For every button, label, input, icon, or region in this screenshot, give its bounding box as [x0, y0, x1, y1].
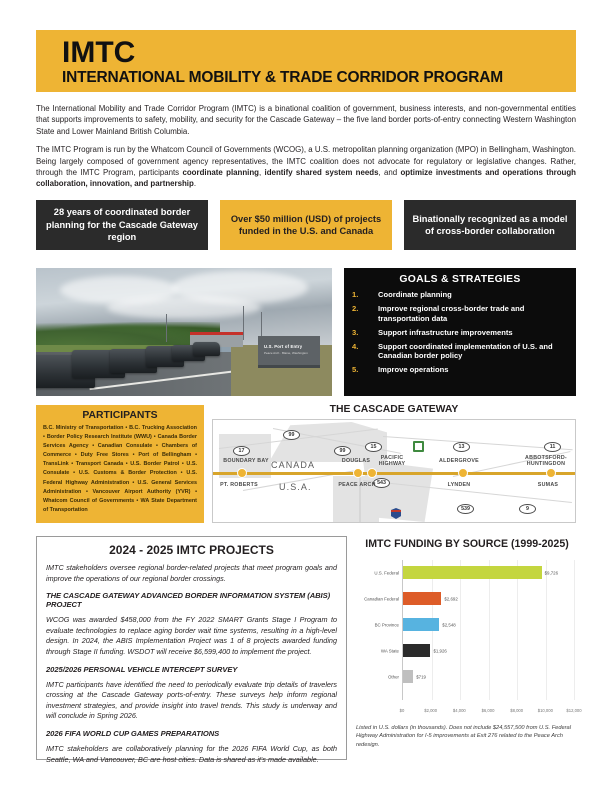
map-label-boundary-bay: BOUNDARY BAY: [223, 458, 269, 464]
intro-p2-part-a: The IMTC Program is run by the Whatcom Council of Governments (WCOG), a U.S. metropolitan planning organization (MPO) in Bellingham, Washington. Being largely composed of government agency representatives, the IMTC coalition does not advocate for regulatory or legislative changes. Rather, through the IMTC Program, participants: [36, 145, 576, 178]
photo-car: [193, 342, 220, 356]
chart-value-label: $9,726: [544, 570, 559, 575]
chart-category-label: WA State: [380, 648, 399, 653]
project-heading-intercept-survey: 2025/2026 PERSONAL VEHICLE INTERCEPT SURVEY: [46, 664, 238, 674]
chart-bar: [403, 618, 439, 631]
participants-title: PARTICIPANTS: [82, 410, 158, 421]
chart-gridline: [517, 560, 518, 700]
chart-x-tick-label: $6,000: [481, 708, 495, 713]
map-label-pt-roberts: PT. ROBERTS: [220, 482, 258, 488]
map-country-canada: CANADA: [271, 460, 316, 470]
highway-shield-icon: 99: [283, 430, 300, 440]
chart-bar: [403, 566, 542, 579]
chart-gridline: [574, 560, 575, 700]
international-border-line: [213, 472, 575, 475]
goals-item: [352, 328, 568, 338]
chart-x-tick-label: $8,000: [510, 708, 524, 713]
intro-bold-3: optimize investments and operations through collaboration, innovation, and partnership: [36, 168, 577, 189]
chart-category-label: BC Province: [374, 622, 399, 627]
chart-footnote: Listed in U.S. dollars (in thousands). Does not include $24,557,500 from U.S. Federal Highway Administration for I-5 improvements at Exit 276 related to the Peace Arch redesign.: [356, 725, 571, 748]
chart-bar: [403, 592, 441, 605]
intro-p2-sep-1: ,: [259, 168, 265, 178]
chart-gridline: [489, 560, 490, 700]
port-of-entry-marker[interactable]: [353, 468, 363, 478]
projects-title: 2024 - 2025 IMTC PROJECTS: [109, 543, 274, 557]
map-label-abbotsford-huntingdon: ABBOTSFORD-HUNTINGDON: [525, 455, 567, 468]
chart-x-tick-label: $0: [399, 708, 405, 713]
chart-bar-row: [388, 670, 427, 683]
chart-bar-row: [364, 592, 458, 605]
projects-panel: [36, 536, 347, 764]
cascade-gateway-map: [212, 419, 576, 523]
chart-category-label: U.S. Federal: [374, 570, 399, 575]
chart-plot-area: [364, 560, 574, 700]
goals-item-number: 4.: [352, 341, 359, 351]
highway-shield-icon: 13: [453, 442, 470, 452]
highway-shield-icon: 17: [233, 446, 250, 456]
map-label-douglas: DOUGLAS: [341, 458, 371, 464]
page-subtitle: INTERNATIONAL MOBILITY & TRADE CORRIDOR PROGRAM: [62, 69, 503, 86]
project-body-intercept-survey: IMTC participants have identified the need to periodically evaluate trip details of travelers crossing at the Cascade Gateway ports-of-entry. These surveys help inform regional investment strategies, and provide insight into travel trends. This study is underway and will conclude in Spring 2026.: [46, 679, 337, 721]
chart-category-label: Other: [388, 674, 399, 679]
border-crossing-photo: [36, 268, 332, 396]
highway-shield-icon: 99: [334, 446, 351, 456]
chart-bar: [403, 670, 413, 683]
intro-paragraph-2: [36, 144, 576, 190]
port-of-entry-marker[interactable]: [367, 468, 377, 478]
stat-box-funding: Over $50 million (USD) of projects funded in the U.S. and Canada: [220, 200, 392, 250]
participants-box: [36, 405, 204, 523]
port-of-entry-marker[interactable]: [237, 468, 247, 478]
chart-bar: [403, 644, 430, 657]
goals-item-number: 1.: [352, 290, 359, 299]
highway-shield-icon: 15: [365, 442, 382, 452]
intro-section: [36, 103, 576, 197]
stat-boxes: [36, 200, 576, 250]
map-label-sumas: SUMAS: [537, 482, 559, 488]
goals-item-label: Coordinate planning: [378, 290, 452, 299]
goals-item-number: 5.: [352, 365, 359, 375]
goals-item: [352, 304, 568, 323]
photo-cloud: [107, 296, 261, 319]
highway-shield-icon: 9: [519, 504, 536, 514]
goals-item-label: Support coordinated implementation of U.S. and Canadian border policy: [378, 341, 553, 361]
chart-x-tick-label: $12,000: [566, 708, 582, 713]
goals-strategies-box: [344, 268, 576, 396]
chart-value-label: $2,692: [444, 596, 458, 601]
projects-intro: IMTC stakeholders oversee regional border-related projects that meet program goals and improve the operations of our regional border crossings.: [46, 563, 337, 583]
participants-list: B.C. Ministry of Transportation • B.C. Trucking Association • Border Policy Research Institute (WWU) • Canada Border Services Agency • Canadian Consulate • Chambers of Commerce • Duty Free Stores • Port of Bellingham • TransLink • Transport Canada • U.S. Border Patrol • U.S. Consulate • U.S. Customs & Border Protection • U.S. Federal Highway Administration • U.S. General Services Administration • Vancouver Airport Authority (YVR) • Whatcom Council of Governments • WA State Department of Transportation: [43, 425, 197, 513]
highway-shield-icon: 539: [457, 504, 474, 514]
chart-x-tick-label: $2,000: [424, 708, 438, 713]
chart-bar-row: [374, 618, 456, 631]
port-of-entry-marker[interactable]: [458, 468, 468, 478]
map-label-peace-arch: PEACE ARCH: [338, 482, 376, 488]
border-crossing-marker-icon: [413, 441, 424, 452]
highway-shield-icon: 11: [544, 442, 561, 452]
goals-list: [352, 290, 568, 375]
goals-item: [352, 365, 568, 375]
intro-bold-1: coordinate planning: [182, 168, 260, 178]
project-heading-fifa: 2026 FIFA WORLD CUP GAMES PREPARATIONS: [46, 728, 220, 738]
chart-value-label: $719: [416, 674, 427, 679]
map-label-aldergrove: ALDERGROVE: [439, 458, 479, 464]
intro-p2-end: .: [193, 179, 197, 189]
port-of-entry-sign: [258, 336, 320, 368]
goals-item-label: Improve regional cross-border trade and transportation data: [378, 303, 525, 323]
chart-x-tick-label: $10,000: [537, 708, 553, 713]
goals-item-label: Improve operations: [378, 365, 449, 375]
photo-light-pole: [166, 314, 167, 342]
goals-item-number: 2.: [352, 303, 359, 313]
project-body-fifa: IMTC stakeholders are collaboratively planning for the 2026 FIFA World Cup, as both Seattle, WA and Vancouver, BC are host cities. Data is shared as it's made available.: [46, 743, 337, 764]
sign-line-1: U.S. Port of Entry: [264, 343, 303, 349]
stat-box-years: 28 years of coordinated border planning for the Cascade Gateway region: [36, 200, 208, 250]
chart-category-label: Canadian Federal: [364, 596, 399, 601]
project-body-abis: WCOG was awarded $458,000 from the FY 2022 SMART Grants Stage I Program to evaluate technologies to replace aging border wait time systems, resulting in a high-level design. In 2024, the ABIS Implementation Project was 1 of 8 projects awarded funding through Stage II funding. WSDOT will receive $6,599,400 to implement the project.: [46, 615, 337, 656]
goals-item: [352, 342, 568, 361]
intro-paragraph-1: The International Mobility and Trade Corridor Program (IMTC) is a binational coalition of government, business interests, and non-governmental entities that supports improvements to safety, mobility, and security for the Cascade Gateway – the five land border ports-of-entry connecting Western Washington State and Lower Mainland British Columbia.: [36, 104, 576, 136]
goals-title: GOALS & STRATEGIES: [399, 274, 521, 285]
goals-item: [352, 290, 568, 300]
chart-value-label: $2,548: [442, 622, 456, 627]
intro-p2-sep-2: , and: [378, 168, 401, 178]
port-of-entry-marker[interactable]: [546, 468, 556, 478]
highway-shield-icon: 543: [373, 478, 390, 488]
photo-light-pole: [243, 306, 244, 339]
chart-gridline: [546, 560, 547, 700]
chart-value-label: $1,926: [433, 648, 447, 653]
chart-gridline: [460, 560, 461, 700]
map-country-usa: U.S.A.: [279, 482, 312, 492]
map-label-pacific-highway: PACIFIC HIGHWAY: [378, 455, 406, 468]
intro-bold-2: identify shared system needs: [264, 168, 379, 178]
cascade-gateway-title: THE CASCADE GATEWAY: [329, 404, 459, 415]
chart-x-tick-label: $4,000: [452, 708, 466, 713]
map-label-lynden: LYNDEN: [447, 482, 471, 488]
stat-box-recognition: Binationally recognized as a model of cross-border collaboration: [404, 200, 576, 250]
chart-bar-row: [380, 644, 447, 657]
chart-title: IMTC FUNDING BY SOURCE (1999-2025): [365, 538, 569, 550]
funding-bar-chart: [356, 556, 580, 716]
chart-bar-row: [374, 566, 559, 579]
sign-line-2: Peace Arch · Blaine, Washington: [264, 350, 308, 355]
goals-item-number: 3.: [352, 327, 359, 337]
page-title: IMTC: [62, 36, 136, 69]
page-header: [36, 30, 576, 92]
goals-item-label: Support infrastructure improvements: [378, 327, 513, 337]
project-heading-abis: THE CASCADE GATEWAY ADVANCED BORDER INFORMATION SYSTEM (ABIS) PROJECT: [46, 591, 331, 610]
